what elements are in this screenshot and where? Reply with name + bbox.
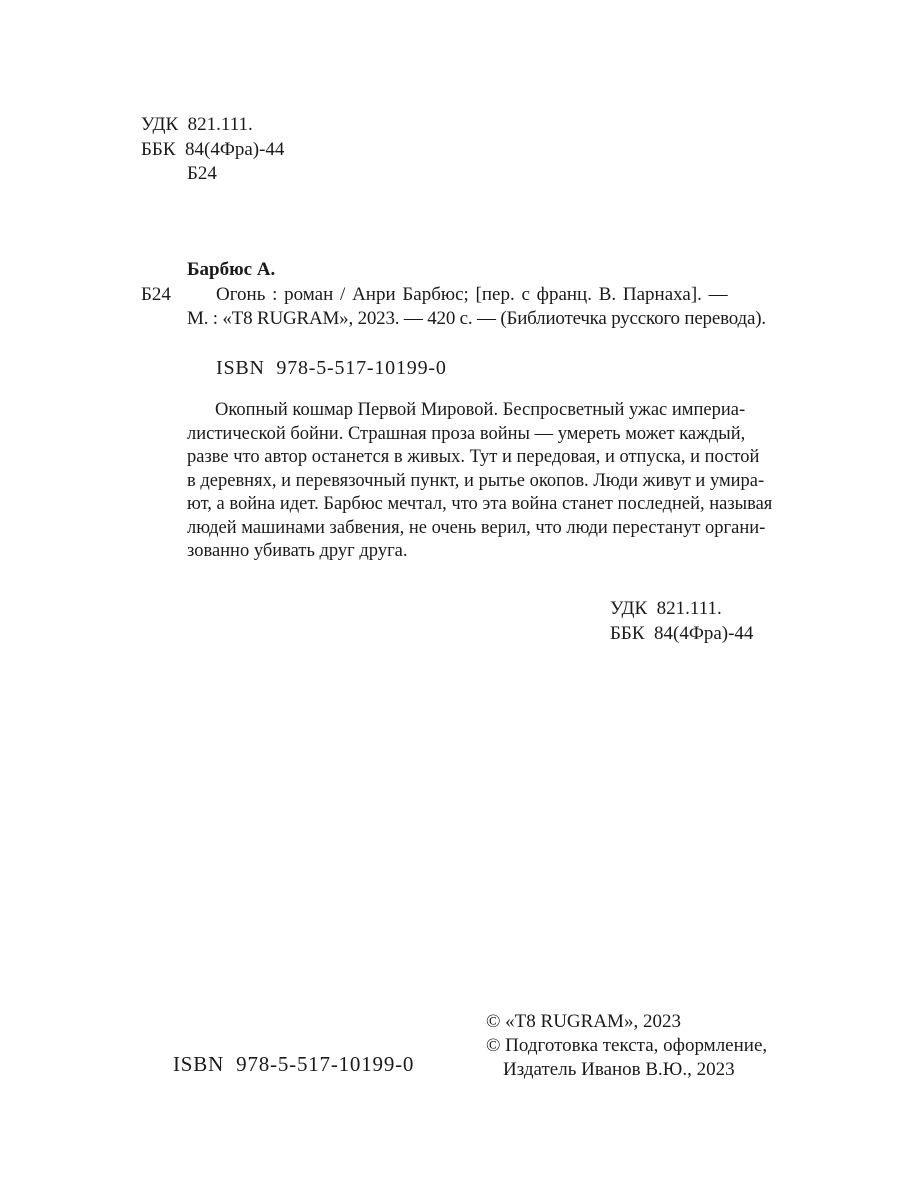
bottom-isbn-label: ISBN bbox=[173, 1052, 225, 1076]
footer-bbk-label: ББК bbox=[610, 623, 645, 644]
footer-udk-value: 821.111. bbox=[656, 598, 722, 619]
bottom-isbn-value: 978-5-517-10199-0 bbox=[236, 1052, 415, 1076]
header-author-mark: Б24 bbox=[187, 163, 217, 184]
side-author-mark: Б24 bbox=[141, 284, 171, 305]
footer-udk bbox=[610, 596, 722, 622]
annotation-line: Окопный кошмар Первой Мировой. Беспросветный ужас империа- bbox=[215, 400, 746, 420]
footer-bbk bbox=[610, 621, 753, 647]
copyright-line-1: © «Т8 RUGRAM», 2023 bbox=[486, 1011, 681, 1032]
annotation-paragraph bbox=[187, 399, 773, 564]
header-udk bbox=[141, 112, 253, 138]
record-isbn-value: 978-5-517-10199-0 bbox=[276, 357, 447, 379]
footer-udk-label: УДК bbox=[610, 598, 648, 619]
record-isbn-label: ISBN bbox=[216, 357, 265, 379]
annotation-line: листической бойни. Страшная проза войны — умереть может каждый, bbox=[187, 423, 746, 444]
description-line-2: М. : «Т8 RUGRAM», 2023. — 420 с. — (Библиотечка русского перевода). bbox=[187, 308, 766, 329]
annotation-line: в деревнях, и перевязочный пункт, и рытье окопов. Люди живут и умира- bbox=[187, 470, 765, 491]
bottom-isbn bbox=[173, 1051, 414, 1077]
annotation-line: людей машинами забвения, не очень верил, что люди перестанут органи- bbox=[187, 517, 766, 538]
annotation-line: разве что автор останется в живых. Тут и передовая, и отпуска, и постой bbox=[187, 447, 760, 467]
annotation-line: ют, а война идет. Барбюс мечтал, что эта война станет последней, называя bbox=[187, 494, 773, 514]
header-udk-label: УДК bbox=[141, 114, 179, 135]
annotation-line: зованно убивать друг друга. bbox=[187, 541, 408, 561]
copyright-line-2: © Подготовка текста, оформление, bbox=[486, 1035, 768, 1056]
record-isbn bbox=[216, 355, 447, 381]
header-bbk-value: 84(4Фра)-44 bbox=[185, 139, 285, 160]
header-udk-value: 821.111. bbox=[187, 114, 253, 135]
copyright-line-3: Издатель Иванов В.Ю., 2023 bbox=[503, 1059, 735, 1080]
header-bbk bbox=[141, 137, 284, 163]
author-heading: Барбюс А. bbox=[187, 259, 276, 280]
description-line-1: Огонь : роман / Анри Барбюс; [пер. с франц. В. Парнаха]. — bbox=[216, 284, 728, 305]
footer-bbk-value: 84(4Фра)-44 bbox=[654, 623, 754, 644]
header-bbk-label: ББК bbox=[141, 139, 176, 160]
